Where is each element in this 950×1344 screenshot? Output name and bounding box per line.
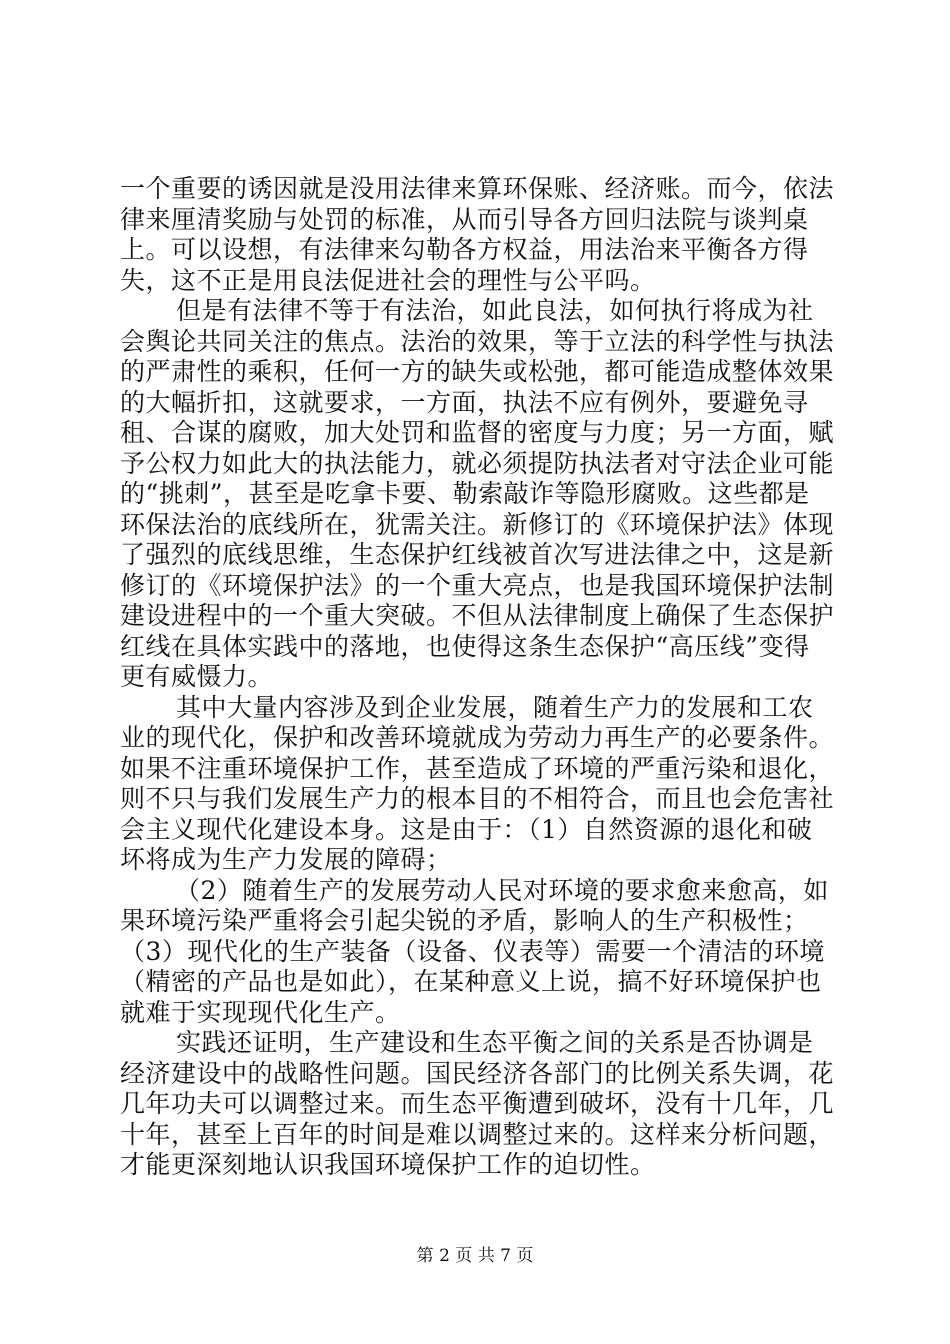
body-text — [120, 174, 835, 1181]
paragraph-4: （2）随着生产的发展劳动人民对环境的要求愈来愈高，如果环境污染严重将会引起尖锐的矛盾，影响人的生产积极性；（3）现代化的生产装备（设备、仪表等）需要一个清洁的环境（精密的产品也是如此），在某种意义上说，搞不好环境保护也就难于实现现代化生产。 — [120, 875, 829, 1027]
paragraph-1: 一个重要的诱因就是没用法律来算环保账、经济账。而今，依法律来厘清奖励与处罚的标准，从而引导各方回归法院与谈判桌上。可以设想，有法律来勾勒各方权益，用法治来平衡各方得失，这不正是用良法促进社会的理性与公平吗。 — [120, 174, 835, 295]
paragraph-3: 其中大量内容涉及到企业发展，随着生产力的发展和工农业的现代化，保护和改善环境就成为劳动力再生产的必要条件。如果不注重环境保护工作，甚至造成了环境的严重污染和退化，则不只与我们发展生产力的根本目的不相符合，而且也会危害社会主义现代化建设本身。这是由于：（1）自然资源的退化和破坏将成为生产力发展的障碍； — [120, 692, 835, 874]
page-footer: 第 2 页 共 7 页 — [416, 1246, 534, 1266]
paragraph-2: 但是有法律不等于有法治，如此良法，如何执行将成为社会舆论共同关注的焦点。法治的效果，等于立法的科学性与执法的严肃性的乘积，任何一方的缺失或松弛，都可能造成整体效果的大幅折扣，这就要求，一方面，执法不应有例外，要避免寻租、合谋的腐败，加大处罚和监督的密度与力度；另一方面，赋予公权力如此大的执法能力，就必须提防执法者对守法企业可能的“挑刺”，甚至是吃拿卡要、勒索敲诈等隐形腐败。这些都是环保法治的底线所在，犹需关注。新修订的《环境保护法》体现了强烈的底线思维，生态保护红线被首次写进法律之中，这是新修订的《环境保护法》的一个重大亮点，也是我国环境保护法制建设进程中的一个重大突破。不但从法律制度上确保了生态保护红线在具体实践中的落地，也使得这条生态保护“高压线”变得更有威慑力。 — [120, 296, 835, 691]
paragraph-5: 实践还证明，生产建设和生态平衡之间的关系是否协调是经济建设中的战略性问题。国民经济各部门的比例关系失调，花几年功夫可以调整过来。而生态平衡遭到破坏，没有十几年，几十年，甚至上百年的时间是难以调整过来的。这样来分析问题，才能更深刻地认识我国环境保护工作的迫切性。 — [120, 1028, 835, 1179]
